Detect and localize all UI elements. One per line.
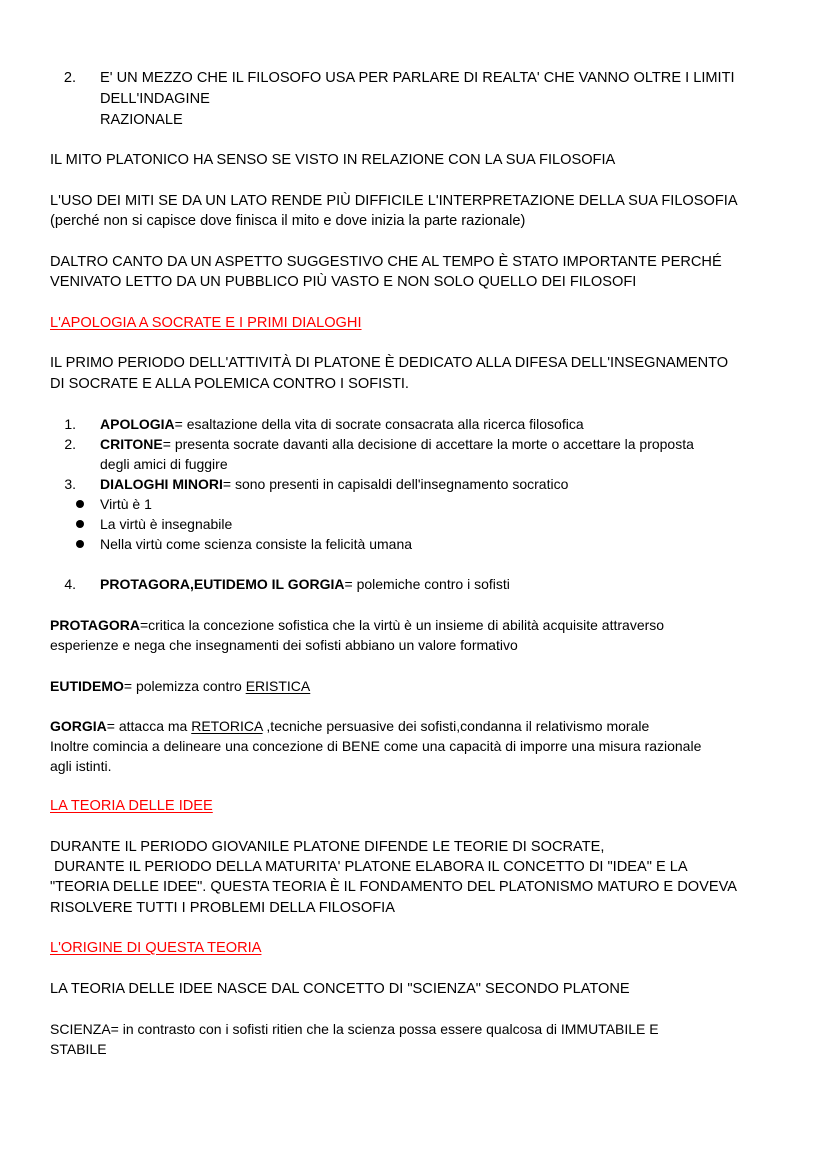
definition-text: Inoltre comincia a delineare una concezione di BENE come una capacità di imporre una misura razionale: [50, 738, 702, 754]
section-heading: LA TEORIA DELLE IDEE: [50, 798, 213, 814]
definition: [50, 676, 310, 696]
bullet-icon: [76, 500, 84, 508]
list-number: 3.: [64, 476, 76, 492]
definition-text: esperienze e nega che insegnamenti dei sofisti abbiano un valore formativo: [50, 637, 518, 653]
list-term: CRITONE: [100, 436, 163, 452]
paragraph: DI SOCRATE E ALLA POLEMICA CONTRO I SOFISTI.: [50, 376, 409, 392]
list-term: PROTAGORA,EUTIDEMO IL GORGIA: [100, 576, 345, 592]
definition-term: PROTAGORA: [50, 617, 140, 633]
bullet-icon: [76, 540, 84, 548]
list-text: DELL'INDAGINE: [100, 91, 210, 107]
paragraph: "TEORIA DELLE IDEE". QUESTA TEORIA È IL FONDAMENTO DEL PLATONISMO MATURO E DOVEVA: [50, 879, 737, 895]
paragraph: RISOLVERE TUTTI I PROBLEMI DELLA FILOSOFIA: [50, 900, 395, 916]
list-text: = polemiche contro i sofisti: [344, 576, 510, 592]
bullet-text: Nella virtù come scienza consiste la felicità umana: [100, 536, 413, 552]
section-heading: L'ORIGINE DI QUESTA TEORIA: [50, 940, 262, 956]
list-number: 4.: [64, 576, 76, 592]
definition-text: =critica la concezione sofistica che la virtù è un insieme di abilità acquisite attraverso: [139, 617, 665, 633]
list-text: = sono presenti in capisaldi dell'insegnamento socratico: [222, 476, 569, 492]
list-text: degli amici di fuggire: [100, 456, 228, 472]
list-text: = esaltazione della vita di socrate consacrata alla ricerca filosofica: [174, 416, 584, 432]
list-number: 1.: [64, 416, 76, 432]
underlined-term: RETORICA: [191, 718, 263, 734]
paragraph: SCIENZA= in contrasto con i sofisti ritien che la scienza possa essere qualcosa di IMMUTABILE E: [50, 1021, 659, 1037]
paragraph: STABILE: [50, 1041, 107, 1057]
list-term: APOLOGIA: [100, 416, 175, 432]
list-number: 2.: [64, 436, 76, 452]
definition: [50, 615, 664, 635]
definition-term: EUTIDEMO: [50, 678, 124, 694]
definition-text: = attacca ma: [106, 718, 192, 734]
paragraph: DURANTE IL PERIODO GIOVANILE PLATONE DIFENDE LE TEORIE DI SOCRATE,: [50, 839, 605, 855]
list-text: = presenta socrate davanti alla decisione di accettare la morte o accettare la proposta: [162, 436, 694, 452]
paragraph: VENIVATO LETTO DA UN PUBBLICO PIÙ VASTO E NON SOLO QUELLO DEI FILOSOFI: [50, 274, 637, 290]
paragraph: LA TEORIA DELLE IDEE NASCE DAL CONCETTO DI "SCIENZA" SECONDO PLATONE: [50, 981, 630, 997]
bullet-text: Virtù è 1: [100, 496, 152, 512]
paragraph: IL PRIMO PERIODO DELL'ATTIVITÀ DI PLATONE È DEDICATO ALLA DIFESA DELL'INSEGNAMENTO: [50, 355, 729, 371]
definition: [50, 716, 649, 736]
definition-text: = polemizza contro: [123, 678, 246, 694]
definition-text: agli istinti.: [50, 758, 112, 774]
bullet-text: La virtù è insegnabile: [100, 516, 233, 532]
list-term: DIALOGHI MINORI: [100, 476, 223, 492]
paragraph: IL MITO PLATONICO HA SENSO SE VISTO IN RELAZIONE CON LA SUA FILOSOFIA: [50, 152, 616, 168]
section-heading: L'APOLOGIA A SOCRATE E I PRIMI DIALOGHI: [50, 315, 362, 331]
paragraph: (perché non si capisce dove finisca il mito e dove inizia la parte razionale): [50, 213, 526, 229]
paragraph: L'USO DEI MITI SE DA UN LATO RENDE PIÙ DIFFICILE L'INTERPRETAZIONE DELLA SUA FILOSOFIA: [50, 193, 738, 209]
list-text: RAZIONALE: [100, 112, 183, 128]
paragraph: DURANTE IL PERIODO DELLA MATURITA' PLATONE ELABORA IL CONCETTO DI "IDEA" E LA: [50, 859, 688, 875]
paragraph: DALTRO CANTO DA UN ASPETTO SUGGESTIVO CHE AL TEMPO È STATO IMPORTANTE PERCHÉ: [50, 254, 722, 270]
definition-text: ,tecniche persuasive dei sofisti,condanna il relativismo morale: [262, 718, 650, 734]
list-text: E' UN MEZZO CHE IL FILOSOFO USA PER PARLARE DI REALTA' CHE VANNO OLTRE I LIMITI: [100, 70, 735, 86]
bullet-icon: [76, 520, 84, 528]
definition-term: GORGIA: [50, 718, 107, 734]
underlined-term: ERISTICA: [245, 678, 311, 694]
list-number: 2.: [63, 70, 76, 86]
